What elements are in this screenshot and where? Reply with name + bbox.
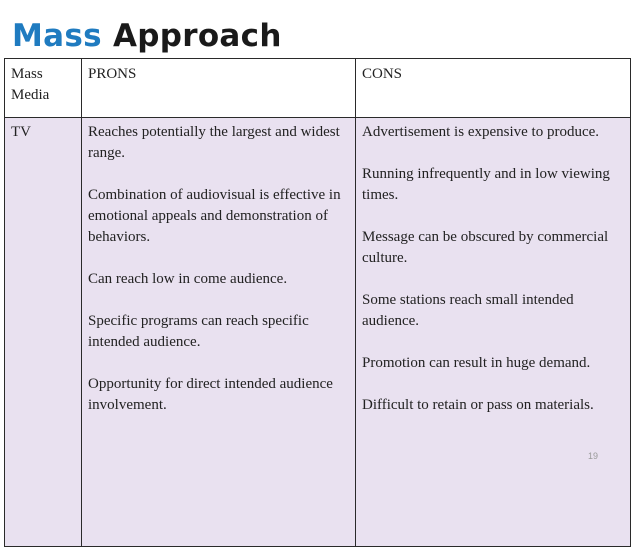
pros-point: Specific programs can reach specific intended audience. [88,313,309,350]
cons-point: Running infrequently and in low viewing times. [362,166,610,203]
cons-cell [356,118,631,547]
cons-point: Some stations reach small intended audience. [362,292,574,329]
header-cons: CONS [356,59,631,118]
cons-point: Advertisement is expensive to produce. [362,124,600,140]
header-prons: PRONS [82,59,356,118]
table-row [5,118,631,547]
media-cell: TV [5,118,82,547]
cons-point: Promotion can result in huge demand. [362,355,591,371]
pros-point: Opportunity for direct intended audience involvement. [88,376,333,413]
pros-point: Combination of audiovisual is effective in emotional appeals and demonstration of behaviors. [88,187,341,245]
header-mass-media: Mass Media [5,59,82,118]
slide-title-rest: Approach [112,18,282,54]
pros-point: Reaches potentially the largest and widest range. [88,124,340,161]
cons-point: Message can be obscured by commercial culture. [362,229,609,266]
media-comparison-table [4,58,631,547]
pros-point: Can reach low in come audience. [88,271,288,287]
pros-cell [82,118,356,547]
slide-title [12,16,282,56]
cons-point: Difficult to retain or pass on materials. [362,397,594,413]
page-number: 19 [588,451,599,461]
table-header-row [5,59,631,118]
slide-title-accent: Mass [12,18,102,54]
